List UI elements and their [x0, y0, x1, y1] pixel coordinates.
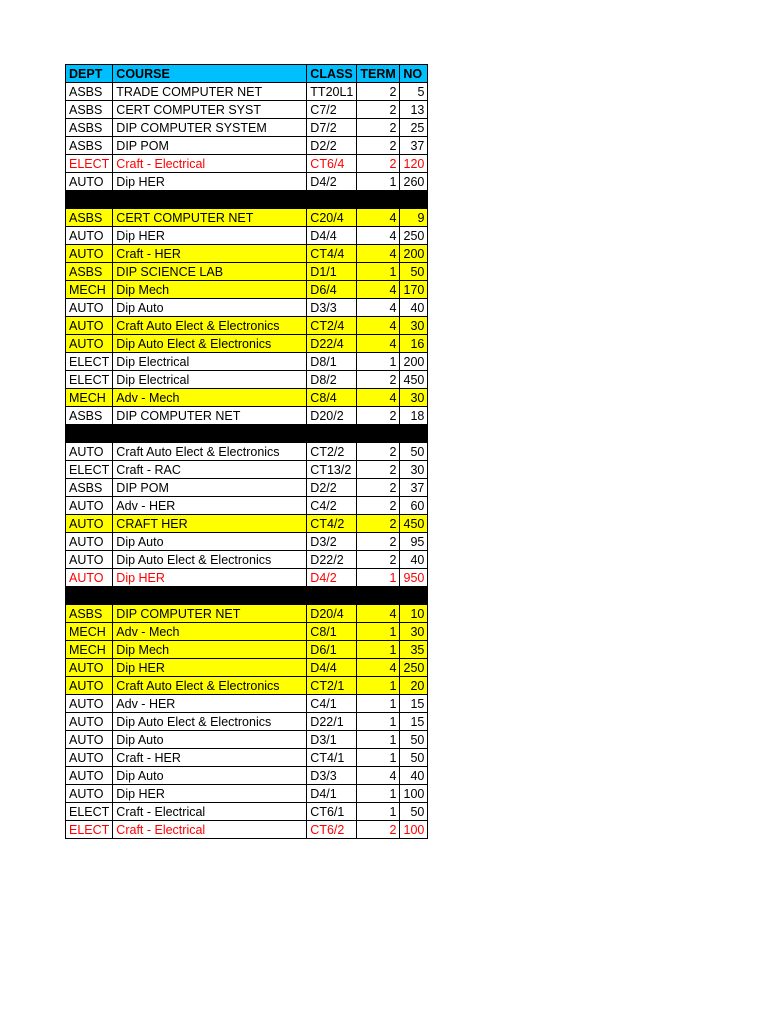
- cell-no: 50: [400, 443, 428, 461]
- cell-class: CT2/2: [307, 443, 357, 461]
- cell-term: 4: [357, 209, 400, 227]
- cell-no: 40: [400, 767, 428, 785]
- cell-course: Dip Auto Elect & Electronics: [113, 551, 307, 569]
- cell-term: 4: [357, 317, 400, 335]
- cell-course: Dip Auto: [113, 533, 307, 551]
- cell-dept: AUTO: [66, 443, 113, 461]
- cell-no: 20: [400, 677, 428, 695]
- cell-term: 1: [357, 677, 400, 695]
- cell-dept: AUTO: [66, 317, 113, 335]
- cell-term: 2: [357, 551, 400, 569]
- cell-no: 13: [400, 101, 428, 119]
- cell-term: 1: [357, 641, 400, 659]
- cell-term: 1: [357, 353, 400, 371]
- table-row: [66, 551, 428, 569]
- separator-row: [66, 191, 428, 209]
- cell-class: C7/2: [307, 101, 357, 119]
- cell-term: 2: [357, 137, 400, 155]
- cell-class: CT4/4: [307, 245, 357, 263]
- cell-class: C20/4: [307, 209, 357, 227]
- cell-term: 1: [357, 263, 400, 281]
- cell-no: 40: [400, 299, 428, 317]
- cell-no: 100: [400, 785, 428, 803]
- cell-course: DIP SCIENCE LAB: [113, 263, 307, 281]
- cell-class: D20/2: [307, 407, 357, 425]
- table-body: [66, 83, 428, 839]
- cell-no: 30: [400, 317, 428, 335]
- cell-term: 1: [357, 749, 400, 767]
- cell-class: C4/1: [307, 695, 357, 713]
- course-table: [65, 64, 428, 839]
- cell-term: 4: [357, 299, 400, 317]
- table-row: [66, 335, 428, 353]
- cell-course: Dip HER: [113, 785, 307, 803]
- cell-course: Dip Mech: [113, 281, 307, 299]
- table-row: [66, 659, 428, 677]
- cell-dept: ASBS: [66, 407, 113, 425]
- cell-course: Dip Auto Elect & Electronics: [113, 335, 307, 353]
- cell-class: D7/2: [307, 119, 357, 137]
- cell-course: Adv - HER: [113, 695, 307, 713]
- cell-term: 4: [357, 281, 400, 299]
- cell-no: 30: [400, 389, 428, 407]
- cell-course: Dip Auto: [113, 767, 307, 785]
- cell-course: Craft - Electrical: [113, 803, 307, 821]
- cell-term: 2: [357, 821, 400, 839]
- cell-term: 4: [357, 659, 400, 677]
- cell-no: 95: [400, 533, 428, 551]
- cell-term: 2: [357, 83, 400, 101]
- cell-dept: AUTO: [66, 731, 113, 749]
- cell-class: C8/1: [307, 623, 357, 641]
- header-row: [66, 65, 428, 83]
- cell-dept: ELECT: [66, 803, 113, 821]
- table-row: [66, 803, 428, 821]
- cell-course: Dip HER: [113, 227, 307, 245]
- cell-term: 2: [357, 479, 400, 497]
- cell-no: 950: [400, 569, 428, 587]
- table-row: [66, 623, 428, 641]
- header-no: NO: [400, 65, 428, 83]
- table-row: [66, 299, 428, 317]
- cell-no: 60: [400, 497, 428, 515]
- table-row: [66, 821, 428, 839]
- cell-course: CERT COMPUTER SYST: [113, 101, 307, 119]
- cell-class: CT6/1: [307, 803, 357, 821]
- cell-dept: ASBS: [66, 101, 113, 119]
- cell-course: Craft - HER: [113, 749, 307, 767]
- cell-course: Dip HER: [113, 173, 307, 191]
- table-row: [66, 155, 428, 173]
- cell-dept: AUTO: [66, 749, 113, 767]
- cell-class: D6/1: [307, 641, 357, 659]
- cell-course: Dip Auto: [113, 299, 307, 317]
- cell-dept: MECH: [66, 623, 113, 641]
- table-row: [66, 677, 428, 695]
- cell-class: C8/4: [307, 389, 357, 407]
- cell-term: 2: [357, 497, 400, 515]
- table-row: [66, 101, 428, 119]
- cell-class: D4/2: [307, 173, 357, 191]
- cell-course: Dip Auto Elect & Electronics: [113, 713, 307, 731]
- cell-no: 50: [400, 263, 428, 281]
- cell-dept: ASBS: [66, 209, 113, 227]
- cell-dept: AUTO: [66, 515, 113, 533]
- cell-no: 37: [400, 137, 428, 155]
- cell-term: 2: [357, 515, 400, 533]
- cell-no: 50: [400, 749, 428, 767]
- cell-class: D4/2: [307, 569, 357, 587]
- cell-dept: ASBS: [66, 605, 113, 623]
- cell-class: D3/3: [307, 767, 357, 785]
- cell-class: D8/2: [307, 371, 357, 389]
- cell-class: D3/3: [307, 299, 357, 317]
- cell-dept: AUTO: [66, 569, 113, 587]
- cell-class: TT20L1: [307, 83, 357, 101]
- header-dept: DEPT: [66, 65, 113, 83]
- table-row: [66, 749, 428, 767]
- cell-no: 10: [400, 605, 428, 623]
- cell-course: Dip Electrical: [113, 353, 307, 371]
- cell-course: Dip HER: [113, 569, 307, 587]
- cell-dept: AUTO: [66, 533, 113, 551]
- cell-course: Adv - HER: [113, 497, 307, 515]
- cell-dept: ELECT: [66, 371, 113, 389]
- cell-term: 2: [357, 461, 400, 479]
- cell-no: 50: [400, 731, 428, 749]
- cell-term: 1: [357, 785, 400, 803]
- cell-dept: AUTO: [66, 335, 113, 353]
- table-row: [66, 137, 428, 155]
- cell-dept: AUTO: [66, 227, 113, 245]
- table-row: [66, 515, 428, 533]
- table-row: [66, 497, 428, 515]
- cell-term: 4: [357, 767, 400, 785]
- cell-course: DIP POM: [113, 479, 307, 497]
- cell-dept: AUTO: [66, 677, 113, 695]
- header-term: TERM: [357, 65, 400, 83]
- cell-term: 2: [357, 119, 400, 137]
- cell-course: Craft - HER: [113, 245, 307, 263]
- cell-course: Craft Auto Elect & Electronics: [113, 443, 307, 461]
- cell-term: 2: [357, 443, 400, 461]
- cell-dept: MECH: [66, 281, 113, 299]
- cell-no: 30: [400, 623, 428, 641]
- cell-class: CT2/4: [307, 317, 357, 335]
- cell-no: 170: [400, 281, 428, 299]
- cell-class: D4/1: [307, 785, 357, 803]
- cell-no: 37: [400, 479, 428, 497]
- cell-course: TRADE COMPUTER NET: [113, 83, 307, 101]
- cell-course: Craft - Electrical: [113, 155, 307, 173]
- table-row: [66, 389, 428, 407]
- cell-class: D2/2: [307, 479, 357, 497]
- cell-no: 9: [400, 209, 428, 227]
- cell-term: 4: [357, 335, 400, 353]
- header-class: CLASS: [307, 65, 357, 83]
- cell-class: CT6/4: [307, 155, 357, 173]
- cell-no: 450: [400, 515, 428, 533]
- table-row: [66, 605, 428, 623]
- cell-no: 200: [400, 245, 428, 263]
- cell-course: Dip HER: [113, 659, 307, 677]
- cell-term: 2: [357, 407, 400, 425]
- cell-dept: MECH: [66, 389, 113, 407]
- table-row: [66, 317, 428, 335]
- table-row: [66, 407, 428, 425]
- table-row: [66, 569, 428, 587]
- table-row: [66, 533, 428, 551]
- cell-term: 1: [357, 695, 400, 713]
- cell-class: D6/4: [307, 281, 357, 299]
- cell-dept: ASBS: [66, 83, 113, 101]
- cell-course: Craft - RAC: [113, 461, 307, 479]
- table-row: [66, 461, 428, 479]
- cell-dept: MECH: [66, 641, 113, 659]
- cell-term: 1: [357, 173, 400, 191]
- cell-no: 35: [400, 641, 428, 659]
- cell-class: D4/4: [307, 659, 357, 677]
- cell-no: 450: [400, 371, 428, 389]
- cell-dept: ASBS: [66, 479, 113, 497]
- cell-term: 4: [357, 605, 400, 623]
- cell-dept: ELECT: [66, 821, 113, 839]
- cell-class: CT4/2: [307, 515, 357, 533]
- separator-row: [66, 425, 428, 443]
- cell-class: D1/1: [307, 263, 357, 281]
- cell-dept: ELECT: [66, 353, 113, 371]
- cell-dept: AUTO: [66, 245, 113, 263]
- cell-no: 250: [400, 659, 428, 677]
- cell-dept: AUTO: [66, 497, 113, 515]
- cell-dept: AUTO: [66, 551, 113, 569]
- cell-no: 15: [400, 713, 428, 731]
- table-row: [66, 281, 428, 299]
- cell-course: DIP COMPUTER NET: [113, 605, 307, 623]
- cell-no: 25: [400, 119, 428, 137]
- cell-class: D3/2: [307, 533, 357, 551]
- cell-class: D4/4: [307, 227, 357, 245]
- cell-dept: AUTO: [66, 173, 113, 191]
- cell-dept: AUTO: [66, 785, 113, 803]
- table-row: [66, 785, 428, 803]
- cell-course: Craft Auto Elect & Electronics: [113, 317, 307, 335]
- cell-term: 4: [357, 245, 400, 263]
- cell-course: DIP COMPUTER SYSTEM: [113, 119, 307, 137]
- table-row: [66, 371, 428, 389]
- separator-cell: [66, 425, 428, 443]
- cell-no: 200: [400, 353, 428, 371]
- cell-dept: AUTO: [66, 299, 113, 317]
- cell-course: Dip Auto: [113, 731, 307, 749]
- cell-dept: AUTO: [66, 713, 113, 731]
- cell-term: 1: [357, 623, 400, 641]
- cell-no: 5: [400, 83, 428, 101]
- cell-no: 15: [400, 695, 428, 713]
- table-row: [66, 83, 428, 101]
- table-row: [66, 173, 428, 191]
- cell-course: Adv - Mech: [113, 623, 307, 641]
- cell-no: 50: [400, 803, 428, 821]
- cell-course: DIP POM: [113, 137, 307, 155]
- cell-class: CT2/1: [307, 677, 357, 695]
- table-row: [66, 353, 428, 371]
- cell-course: CERT COMPUTER NET: [113, 209, 307, 227]
- cell-no: 30: [400, 461, 428, 479]
- table-row: [66, 713, 428, 731]
- cell-term: 1: [357, 569, 400, 587]
- cell-class: CT4/1: [307, 749, 357, 767]
- table-row: [66, 695, 428, 713]
- cell-term: 1: [357, 731, 400, 749]
- cell-dept: ASBS: [66, 119, 113, 137]
- cell-no: 120: [400, 155, 428, 173]
- cell-term: 2: [357, 101, 400, 119]
- separator-cell: [66, 191, 428, 209]
- cell-class: D2/2: [307, 137, 357, 155]
- header-course: COURSE: [113, 65, 307, 83]
- cell-no: 250: [400, 227, 428, 245]
- separator-cell: [66, 587, 428, 605]
- cell-class: C4/2: [307, 497, 357, 515]
- cell-term: 1: [357, 803, 400, 821]
- cell-class: CT13/2: [307, 461, 357, 479]
- cell-no: 18: [400, 407, 428, 425]
- cell-term: 4: [357, 389, 400, 407]
- table-row: [66, 767, 428, 785]
- cell-term: 1: [357, 713, 400, 731]
- cell-class: CT6/2: [307, 821, 357, 839]
- table-row: [66, 263, 428, 281]
- cell-term: 2: [357, 533, 400, 551]
- cell-term: 2: [357, 371, 400, 389]
- cell-course: Adv - Mech: [113, 389, 307, 407]
- cell-no: 16: [400, 335, 428, 353]
- cell-term: 4: [357, 227, 400, 245]
- table-row: [66, 209, 428, 227]
- cell-dept: AUTO: [66, 767, 113, 785]
- cell-term: 2: [357, 155, 400, 173]
- cell-class: D22/2: [307, 551, 357, 569]
- cell-course: Dip Electrical: [113, 371, 307, 389]
- cell-no: 260: [400, 173, 428, 191]
- cell-class: D3/1: [307, 731, 357, 749]
- cell-dept: AUTO: [66, 695, 113, 713]
- cell-class: D8/1: [307, 353, 357, 371]
- cell-no: 40: [400, 551, 428, 569]
- cell-class: D22/4: [307, 335, 357, 353]
- table-row: [66, 479, 428, 497]
- cell-no: 100: [400, 821, 428, 839]
- table-row: [66, 641, 428, 659]
- cell-dept: ELECT: [66, 155, 113, 173]
- cell-course: DIP COMPUTER NET: [113, 407, 307, 425]
- cell-class: D20/4: [307, 605, 357, 623]
- table-row: [66, 245, 428, 263]
- cell-dept: AUTO: [66, 659, 113, 677]
- cell-course: Craft - Electrical: [113, 821, 307, 839]
- cell-course: Craft Auto Elect & Electronics: [113, 677, 307, 695]
- table-row: [66, 731, 428, 749]
- cell-dept: ELECT: [66, 461, 113, 479]
- table-row: [66, 119, 428, 137]
- cell-course: Dip Mech: [113, 641, 307, 659]
- cell-class: D22/1: [307, 713, 357, 731]
- cell-dept: ASBS: [66, 263, 113, 281]
- table-row: [66, 443, 428, 461]
- cell-dept: ASBS: [66, 137, 113, 155]
- cell-course: CRAFT HER: [113, 515, 307, 533]
- table-row: [66, 227, 428, 245]
- separator-row: [66, 587, 428, 605]
